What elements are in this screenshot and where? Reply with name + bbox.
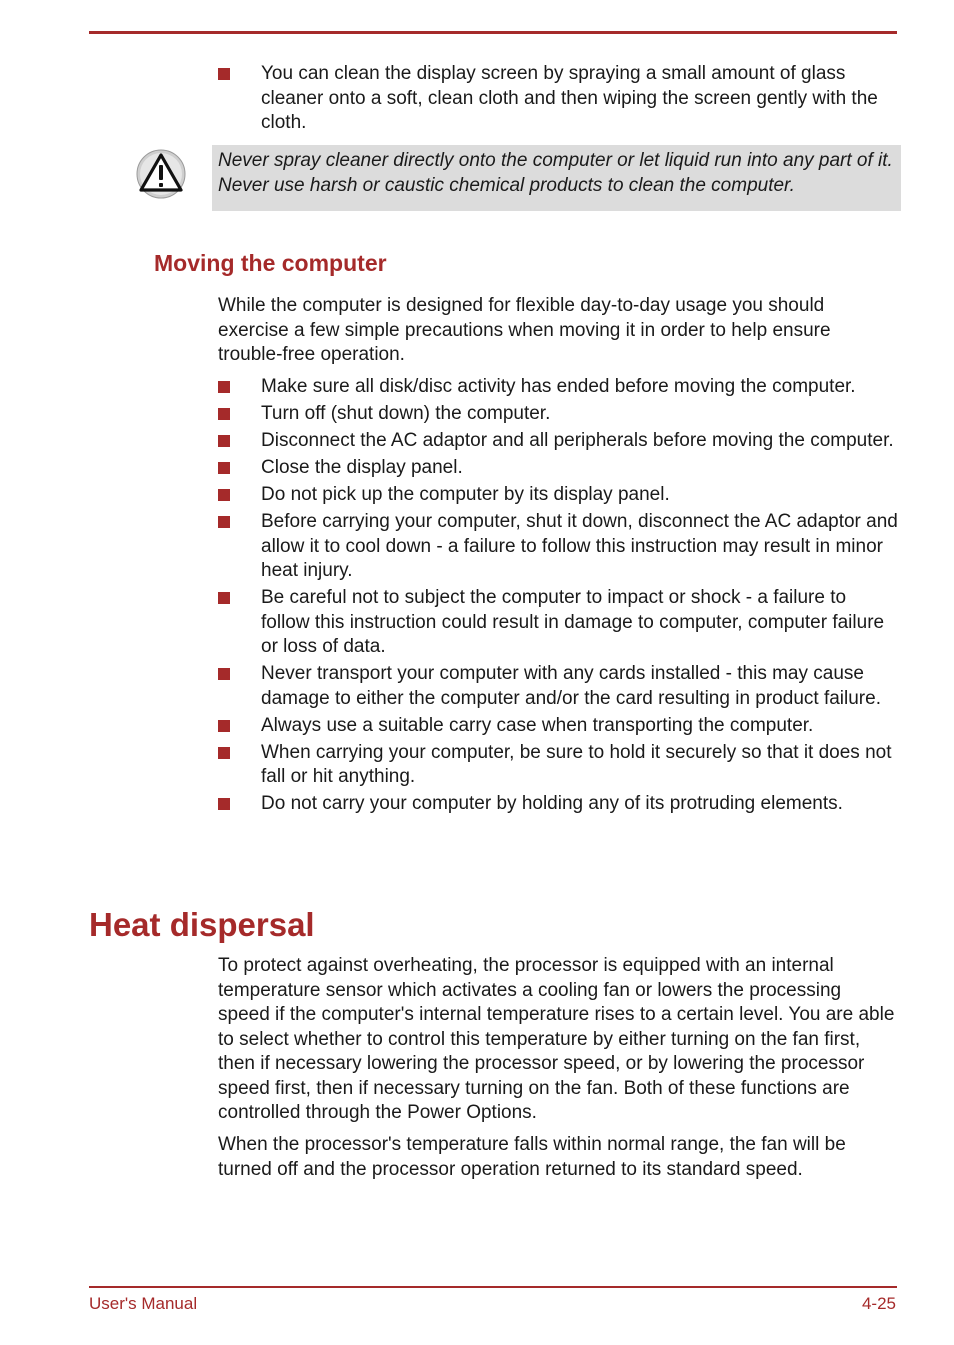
section-intro: While the computer is designed for flexible day-to-day usage you should exercise a few simple precautions when moving it in order to help ensure trouble-free operation. bbox=[218, 295, 831, 365]
bullet-text: You can clean the display screen by spraying a small amount of glass cleaner onto a soft, clean cloth and then wiping the screen gently with the cloth. bbox=[261, 63, 878, 133]
bullet-text: Be careful not to subject the computer to impact or shock - a failure to follow this instruction could result in damage to computer, computer failure or loss of data. bbox=[261, 587, 885, 657]
list-item bbox=[218, 510, 898, 584]
bullet-square-icon bbox=[218, 435, 230, 447]
list-item bbox=[218, 429, 898, 454]
bullet-text: Do not carry your computer by holding any of its protruding elements. bbox=[261, 793, 843, 814]
list-item bbox=[218, 402, 898, 427]
bullet-text: Turn off (shut down) the computer. bbox=[261, 403, 551, 424]
section-heading: Moving the computer bbox=[154, 250, 387, 276]
intro-bullet-list bbox=[218, 62, 898, 138]
bullet-square-icon bbox=[218, 381, 230, 393]
bullet-square-icon bbox=[218, 747, 230, 759]
bullet-square-icon bbox=[218, 516, 230, 528]
body-paragraph: When the processor's temperature falls within normal range, the fan will be turned off and the processor operation returned to its standard speed. bbox=[218, 1134, 846, 1180]
bullet-square-icon bbox=[218, 798, 230, 810]
moving-bullet-list bbox=[218, 375, 898, 819]
bullet-square-icon bbox=[218, 592, 230, 604]
bullet-square-icon bbox=[218, 668, 230, 680]
list-item bbox=[218, 662, 898, 711]
list-item bbox=[218, 456, 898, 481]
list-item bbox=[218, 586, 898, 660]
list-item bbox=[218, 375, 898, 400]
bullet-text: Make sure all disk/disc activity has ended before moving the computer. bbox=[261, 376, 856, 397]
list-item bbox=[218, 714, 898, 739]
chapter-heading: Heat dispersal bbox=[89, 906, 315, 943]
bullet-text: Never transport your computer with any cards installed - this may cause damage to either the computer and/or the card resulting in product failure. bbox=[261, 663, 881, 709]
bullet-text: Close the display panel. bbox=[261, 457, 463, 478]
bullet-square-icon bbox=[218, 408, 230, 420]
warning-note-box bbox=[212, 145, 901, 211]
bullet-square-icon bbox=[218, 462, 230, 474]
header-rule bbox=[89, 31, 897, 34]
list-item bbox=[218, 792, 898, 817]
bullet-square-icon bbox=[218, 489, 230, 501]
list-item bbox=[218, 62, 898, 136]
list-item bbox=[218, 483, 898, 508]
warning-triangle-icon bbox=[136, 149, 186, 199]
bullet-text: Disconnect the AC adaptor and all peripherals before moving the computer. bbox=[261, 430, 894, 451]
footer-manual-title: User's Manual bbox=[89, 1294, 198, 1313]
bullet-text: Before carrying your computer, shut it down, disconnect the AC adaptor and allow it to cool down - a failure to follow this instruction may result in minor heat injury. bbox=[261, 511, 898, 581]
bullet-square-icon bbox=[218, 68, 230, 80]
warning-text: Never spray cleaner directly onto the computer or let liquid run into any part of it. Never use harsh or caustic chemical products to clean the computer. bbox=[218, 150, 893, 196]
page-number: 4-25 bbox=[861, 1294, 896, 1313]
footer-rule bbox=[89, 1286, 897, 1288]
list-item bbox=[218, 741, 898, 790]
bullet-text: Do not pick up the computer by its display panel. bbox=[261, 484, 670, 505]
body-paragraph: To protect against overheating, the processor is equipped with an internal temperature sensor which activates a cooling fan or lowers the processing speed if the computer's internal temperature rises to a certain level. You are able to select whether to control this temperature by either turning on the fan first, then if necessary lowering the processor speed, or by lowering the processor speed first, then if necessary turning on the fan. Both of these functions are controlled through the Power Options. bbox=[218, 955, 895, 1123]
bullet-square-icon bbox=[218, 720, 230, 732]
bullet-text: When carrying your computer, be sure to hold it securely so that it does not fall or hit anything. bbox=[261, 741, 892, 787]
bullet-text: Always use a suitable carry case when transporting the computer. bbox=[261, 714, 814, 736]
